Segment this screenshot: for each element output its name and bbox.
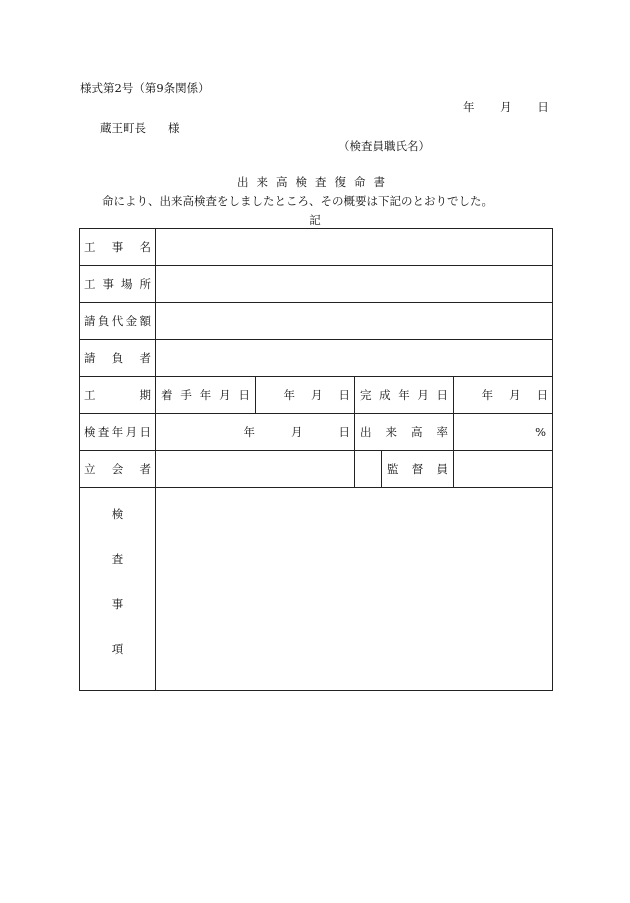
row-koji-mei <box>80 229 553 266</box>
char-2: 査 <box>111 552 124 566</box>
field-kensa-jiko[interactable] <box>156 488 553 691</box>
label-kensa-jiko <box>80 488 156 691</box>
inspection-form-table <box>79 228 553 691</box>
body-text: 命により、出来高検査をしましたところ、その概要は下記のとおりでした。 <box>102 194 493 208</box>
field-ukeoi-sha[interactable] <box>156 340 553 377</box>
form-number: 様式第2号（第9条関係） <box>80 81 210 95</box>
ki-heading: 記 <box>309 213 321 227</box>
addressee-honorific: 様 <box>168 121 180 135</box>
unit-month: 月 <box>291 425 303 439</box>
addressee <box>100 120 180 136</box>
label-kensa-date: 検査年月日 <box>80 414 156 451</box>
year-label: 年 <box>463 100 475 114</box>
label-koji-basho: 工事場所 <box>80 266 156 303</box>
unit-day: 日 <box>338 388 350 402</box>
label-koji-mei: 工事名 <box>80 229 156 266</box>
percent-sign: % <box>535 425 547 439</box>
field-kensa-date[interactable] <box>156 414 355 451</box>
field-dekidaka-ritsu[interactable] <box>454 414 553 451</box>
row-tachiai <box>80 451 553 488</box>
row-ukeoi-daikin <box>80 303 553 340</box>
document-title: 出来高検査復命書 <box>237 175 393 189</box>
spacer <box>355 451 382 488</box>
unit-month: 月 <box>509 388 521 402</box>
row-koki <box>80 377 553 414</box>
report-date <box>463 99 549 115</box>
unit-day: 日 <box>338 425 350 439</box>
field-koji-basho[interactable] <box>156 266 553 303</box>
addressee-name: 蔵王町長 <box>100 121 146 135</box>
label-ukeoi-daikin: 請負代金額 <box>80 303 156 340</box>
row-kensa-date <box>80 414 553 451</box>
unit-year: 年 <box>481 388 494 402</box>
row-kensa-jiko <box>80 488 553 691</box>
char-4: 項 <box>111 642 124 656</box>
month-label: 月 <box>500 100 512 114</box>
label-chakushu: 着手年月日 <box>156 377 256 414</box>
label-kantoku: 監督員 <box>382 451 454 488</box>
char-3: 事 <box>111 597 124 611</box>
unit-year: 年 <box>283 388 295 402</box>
field-kantoku[interactable] <box>454 451 553 488</box>
row-koji-basho <box>80 266 553 303</box>
field-kansei-date[interactable] <box>454 377 553 414</box>
field-ukeoi-daikin[interactable] <box>156 303 553 340</box>
label-dekidaka-ritsu: 出来高率 <box>355 414 454 451</box>
unit-month: 月 <box>311 388 323 402</box>
label-tachiai: 立会者 <box>80 451 156 488</box>
label-kansei: 完成年月日 <box>355 377 454 414</box>
field-chakushu-date[interactable] <box>256 377 355 414</box>
field-koji-mei[interactable] <box>156 229 553 266</box>
unit-day: 日 <box>536 388 549 402</box>
field-tachiai[interactable] <box>156 451 355 488</box>
label-koki: 工期 <box>80 377 156 414</box>
unit-year: 年 <box>243 425 255 439</box>
char-1: 検 <box>111 507 124 521</box>
inspector-name-field: （検査員職氏名） <box>338 139 430 153</box>
row-ukeoi-sha <box>80 340 553 377</box>
day-label: 日 <box>537 100 549 114</box>
label-ukeoi-sha: 請負者 <box>80 340 156 377</box>
